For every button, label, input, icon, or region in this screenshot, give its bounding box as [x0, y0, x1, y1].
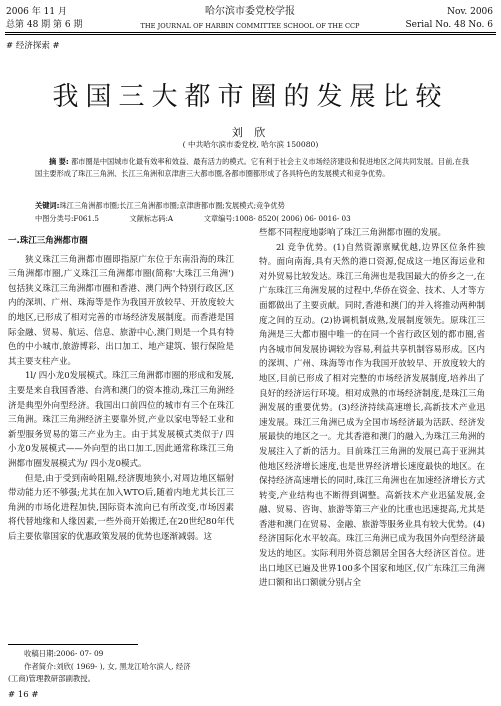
article-title: 我国三大都市圈的发展比较: [52, 82, 449, 112]
classification-line: [35, 213, 469, 225]
journal-name: 哈尔滨市委党校学报: [205, 6, 295, 17]
section-tag: # 经济探索 #: [6, 41, 60, 51]
author-affiliation: ( 中共哈尔滨市委党校, 哈尔滨 150080): [182, 140, 319, 149]
keywords: [35, 200, 469, 212]
left-column: [8, 234, 234, 544]
clc-label: 中图分类号:: [35, 214, 74, 223]
clc-value: F061.5: [73, 214, 99, 223]
header-date: 2006 年 11 月: [6, 7, 67, 17]
article-author: 刘 欣: [231, 126, 270, 139]
header-rule: [5, 32, 496, 33]
doc-code-label: 文献标志码:: [129, 214, 168, 223]
author-info-line-2: (工商)管理教研部副教授。: [8, 674, 96, 683]
article-number-label: 文章编号:: [203, 214, 235, 223]
journal-name-english: THE JOURNAL OF HARBIN COMMITTEE SCHOOL OF THE CCP: [140, 22, 360, 30]
received-label: 收稿日期:: [24, 649, 57, 658]
author-info-line-1: 刘欣( 1969- ), 女, 黑龙江哈尔滨人, 经济: [56, 661, 191, 671]
footnote-rule: [8, 644, 138, 645]
keywords-text: 珠江三角洲都市圈;长江三角洲都市圈;京津唐都市圈;发展模式;竞争优势: [59, 201, 285, 210]
paragraph-3: 但是,由于受到南岭阻隔,经济腹地狭小,对周边地区辐射带动能力还不够强;尤其在加入WTO后,随着内地尤其长江三角洲的市场化进程加快,国际资本流向已有所改变,市场因素将代替地缘和人缘因素,一些外商开始搬迁,在20世纪80年代后主要依靠国家的优惠政策发展的优势也逐渐减弱。这: [8, 473, 234, 542]
received-date: 2006- 07- 09: [56, 649, 104, 658]
doc-code-value: A: [167, 214, 174, 223]
article-number-value: 1008- 8520( 2006) 06- 0016- 03: [234, 214, 351, 223]
paragraph-competitive-advantage: 2l 竞争优势。(1)自然资源禀赋优越,边界区位条件独特。面向南海,具有天然的港口资源,促成这一地区海运业和对外贸易比较发达。珠江三角洲也是我国最大的侨乡之一,在广东珠江三角洲发展的过程中,华侨在资金、技术、人才等方面都做出了主要贡献。同时,香港和澳门的并入将推动两种制度之间的互动。(2)协调机制成熟,发展制度领先。原珠江三角洲是三大都市圈中唯一的在同一个省行政区划的都市圈,省内各城市间发展协调较为容易,利益共享机制容易形成。区内的深圳、广州、珠海等市作为我国开放较早、开放度较大的地区,目前已形成了相对完整的市场经济发展制度,培养出了良好的经济运行环境。相对成熟的市场经济制度,是珠江三角洲发展的重要优势。(3)经济持续高速增长,高新技术产业迅速发展。珠江三角洲已成为全国市场经济最为活跃、经济发展最快的地区之一。尤其香港和澳门的融入,为珠江三角洲的发展注入了新的活力。目前珠江三角洲的发展已高于亚洲其他地区经济增长速度,也是世界经济增长速度最快的地区。在保持经济高速增长的同时,珠江三角洲也在加速经济增长方式转变,产业结构也不断得到调整。高新技术产业迅猛发展,金融、贸易、咨询、旅游等第三产业的比重也迅速提高,尤其是香港和澳门在贸易、金融、旅游等服务业具有较大优势。(4)经济国际化水平较高。珠江三角洲已成为我国外向型经济最发达的地区。实际利用外资总额居全国各大经济区首位。进出口地区已遍及世界100多个国家和地区,仅广东珠江三角洲进口额和出口额就分别占全: [259, 242, 485, 589]
author-info-label: 作者简介:: [24, 661, 57, 671]
header-issue-english: Serial No. 48 No. 6: [405, 20, 493, 30]
paragraph-continuation: 些都不同程度地影响了珠江三角洲都市圈的发展。: [259, 228, 447, 238]
abstract-text: 都市圈是中国城市化最有效率和效益、最有活力的模式。它有利于社会主义市场经济建设和促进地区之间共同发展。目前,在我国主要形成了珠江三角洲、长江三角洲和京津唐三大都市圈,各都市圈都形成了各具特色的发展模式和竞争优势。: [35, 157, 469, 178]
footnote: [8, 648, 234, 686]
abstract-label: 摘 要:: [49, 157, 69, 166]
header-rule-secondary: [5, 34, 496, 35]
right-column: [259, 226, 485, 591]
paragraph-2: 1l/ 四小龙0发展模式。珠江三角洲都市圈的形成和发展,主要是来自我国香港、台湾和澳门的资本推动,珠江三角洲经济是典型外向型经济。我国出口前四位的城市有三个在珠江三角洲。珠江三角洲经济主要靠外贸,产业以家电等轻工业和新型服务贸易的第三产业为主。由于其发展模式类似于/ 四小龙0发展模式——外向型的出口加工,因此通常称珠江三角洲都市圈发展模式为/ 四小龙0模式。: [8, 371, 234, 469]
abstract: [35, 156, 469, 180]
header-date-english: Nov. 2006: [447, 7, 493, 17]
section-heading: 一.珠江三角洲都市圈: [8, 236, 88, 246]
page-number: # 16 #: [8, 690, 39, 700]
header-issue: 总第 48 期 第 6 期: [6, 20, 83, 30]
paragraph-1: 狭义珠江三角洲都市圈即指原广东位于东南沿海的珠江三角洲都市圈,广义珠江三角洲都市圈(简称'大珠江三角洲')包括狭义珠江三角洲都市圈和香港、澳门两个特别行政区,区内的深圳、广州、珠海等是作为我国开放较早、开放度较大的地区,已形成了相对完善的市场经济发展制度。而香港是国际金融、贸易、航运、信息、旅游中心,澳门则是一个具有特色的中小城市,旅游博彩、出口加工、地产建筑、银行保险是其主要支柱产业。: [8, 254, 234, 367]
keywords-label: 关键词:: [35, 201, 60, 210]
